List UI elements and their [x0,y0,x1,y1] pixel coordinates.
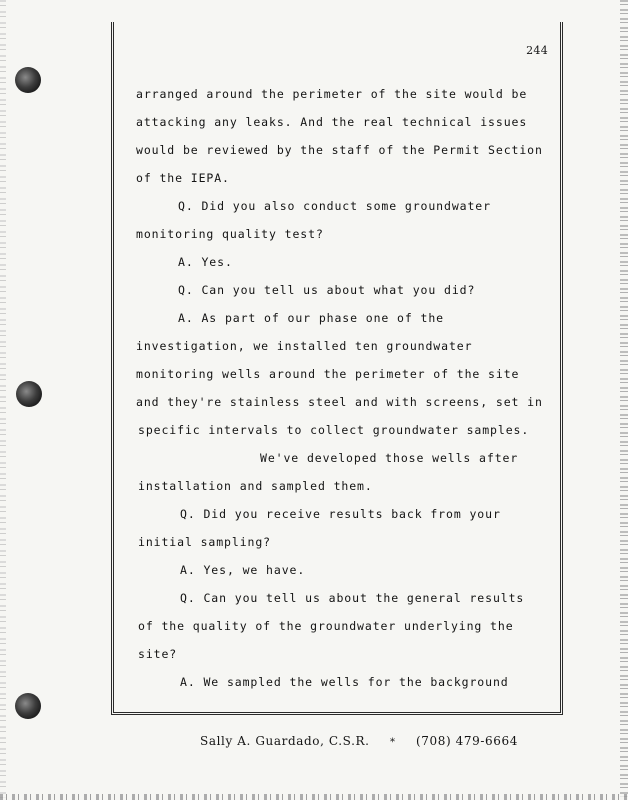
punch-hole-middle [16,381,42,407]
transcript-line-6: monitoring quality test? [136,227,324,241]
transcript-line-14: We've developed those wells after [260,451,519,465]
punch-hole-bottom [15,693,41,719]
scan-edge-bottom [0,794,628,800]
transcript-line-11: monitoring wells around the perimeter of the site [136,367,520,381]
transcript-line-17: initial sampling? [138,535,272,549]
transcript-line-2: attacking any leaks. And the real technical issues [136,115,528,129]
transcript-line-5: Q. Did you also conduct some groundwater [178,199,491,213]
transcript-line-21: site? [138,647,178,661]
reporter-footer [0,734,628,748]
transcript-line-13: specific intervals to collect groundwater samples. [138,423,530,437]
transcript-line-12: and they're stainless steel and with screens, set in [136,395,543,409]
scan-edge-left [0,0,6,800]
transcript-line-9: A. As part of our phase one of the [178,311,445,325]
footer-separator: * [389,737,396,748]
punch-hole-top [15,67,41,93]
transcript-line-16: Q. Did you receive results back from your [180,507,501,521]
transcript-line-15: installation and sampled them. [138,479,373,493]
transcript-line-18: A. Yes, we have. [180,563,306,577]
scan-edge-right [620,0,628,800]
transcript-line-19: Q. Can you tell us about the general results [180,591,525,605]
page-number: 244 [526,44,548,57]
transcript-line-1: arranged around the perimeter of the site would be [136,87,528,101]
transcript-line-22: A. We sampled the wells for the background [180,675,509,689]
transcript-frame [111,22,563,715]
transcript-line-3: would be reviewed by the staff of the Permit Section [136,143,543,157]
reporter-name: Sally A. Guardado, C.S.R. [200,734,370,748]
reporter-phone: (708) 479-6664 [416,734,518,748]
transcript-line-20: of the quality of the groundwater underlying the [138,619,514,633]
transcript-line-4: of the IEPA. [136,171,230,185]
transcript-line-8: Q. Can you tell us about what you did? [178,283,476,297]
transcript-line-7: A. Yes. [178,255,233,269]
transcript-line-10: investigation, we installed ten groundwater [136,339,473,353]
